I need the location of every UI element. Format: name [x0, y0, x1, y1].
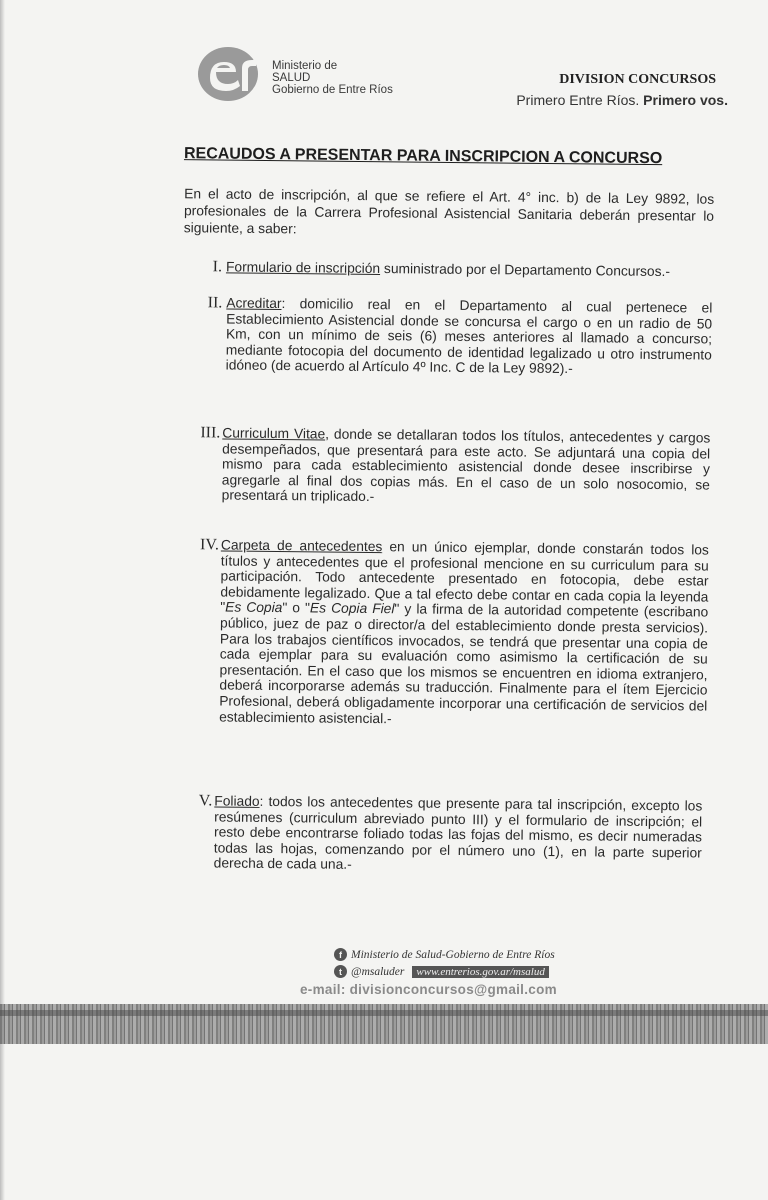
item-lead: Formulario de inscripción: [225, 259, 381, 276]
slogan: [516, 92, 728, 108]
facebook-icon: f: [334, 948, 347, 961]
item-numeral: V.: [198, 792, 213, 810]
email-label: e-mail:: [300, 982, 346, 997]
slogan-bold: Primero vos.: [643, 92, 728, 108]
requirement-item-4: [199, 536, 709, 729]
item-text: suministrado por el Departamento Concursos.-: [380, 260, 671, 280]
ministry-line-1: Ministerio de: [272, 60, 338, 72]
ministry-name: [272, 60, 393, 96]
email-address[interactable]: divisionconcursos@gmail.com: [349, 982, 557, 997]
document-title: RECAUDOS A PRESENTAR PARA INSCRIPCION A CONCURSO: [183, 145, 663, 168]
requirement-item-2: [207, 294, 713, 378]
facebook-row: [334, 948, 600, 961]
item-lead: Foliado: [214, 793, 260, 809]
website-link[interactable]: www.entrerios.gov.ar/msalud: [412, 966, 548, 978]
twitter-row: [334, 965, 600, 978]
twitter-icon: t: [334, 965, 347, 978]
ministry-line-2: SALUD: [272, 72, 311, 84]
item-italic: Es Copia: [225, 599, 283, 616]
requirement-item-3: [200, 424, 711, 508]
item-text: , donde se detallaran todos los títulos, antecedentes y cargos desempeñados, que presentará para este acto. Se adjuntará una copia del mismo para cada establecimiento asistencial donde desee inscribirse y agregarle al final dos copias más. En el caso de un solo nosocomio, se presentará un triplicado.-: [221, 426, 711, 505]
ministry-line-3: Gobierno de Entre Ríos: [272, 84, 393, 96]
item-lead: Carpeta de antecedentes: [220, 537, 383, 555]
item-text: en un único ejemplar, donde constarán todos los títulos y antecedentes que el profesional mencione en su curriculum para su participación. Todo antecedente presentado en fotocopia, debe estar debidamente legalizado. Que a tal efecto debe contar en cada copia la leyenda ": [220, 539, 709, 615]
item-lead: Curriculum Vitae: [222, 425, 326, 442]
division-header: [516, 72, 728, 108]
intro-paragraph: En el acto de inscripción, al que se refiere el Art. 4° inc. b) de la Ley 9892, los profesionales de la Carrera Profesional Asistencial Sanitaria deberán presentar lo siguiente, a saber:: [183, 186, 715, 237]
scan-band-line: [0, 1010, 768, 1016]
slogan-regular: Primero Entre Ríos.: [516, 92, 640, 108]
requirement-item-1: [212, 258, 726, 280]
item-text: : domicilio real en el Departamento al cual pertenece el Establecimiento Asistencial donde se concursa el cargo o en un radio de 50 Km, con un mínimo de seis (6) meses anteriores al llamado a concurso; mediante fotocopia del documento de identidad legalizado u otro instrumento idóneo (de acuerdo al Artículo 4º Inc. C de la Ley 9892).-: [225, 296, 713, 377]
item-numeral: III.: [200, 424, 221, 442]
email-row: [300, 982, 600, 997]
item-numeral: II.: [207, 294, 223, 312]
division-title: DIVISION CONCURSOS: [559, 72, 716, 87]
item-text: : todos los antecedentes que presente para tal inscripción, excepto los resúmenes (curriculum abreviado punto III) y el formulario de inscripción; el resto debe encontrarse foliado todas las fojas del mismo, es decir numeradas todas las hojas, comenzando por el número uno (1), en la parte superior derecha de cada una.-: [213, 793, 703, 873]
er-logo-icon: [190, 40, 270, 104]
requirement-item-5: [198, 792, 703, 876]
footer: [300, 948, 600, 1001]
item-numeral: IV.: [199, 536, 220, 554]
twitter-handle: @msaluder: [351, 965, 405, 978]
item-text: " o ": [282, 600, 311, 616]
item-lead: Acreditar: [226, 295, 282, 312]
item-italic: Es Copia Fiel: [309, 600, 395, 617]
facebook-name: Ministerio de Salud-Gobierno de Entre Ríos: [351, 948, 555, 961]
item-numeral: I.: [212, 258, 223, 276]
item-text: " y la firma de la autoridad competente (escribano público, juez de paz o director/a del establecimiento donde presta servicios). Para los trabajos científicos invocados, se tendrá que presentar una copia de cada ejemplar para su evaluación como asimismo la certificación de su presentación. En el caso que los mismos se encuentren en idioma extranjero, deberá incorporarse además su traducción. Finalmente para el ítem Ejercicio Profesional, deberá obligadamente incorporar una certificación de servicios del establecimiento asistencial.-: [219, 601, 709, 726]
ministry-logo: [190, 40, 270, 104]
